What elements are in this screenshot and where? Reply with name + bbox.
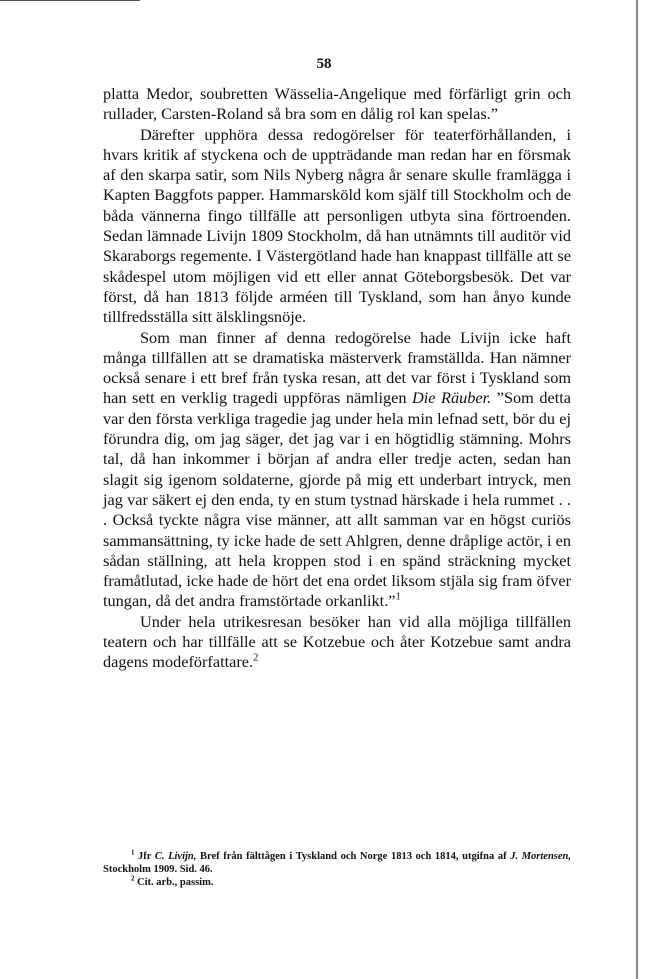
body-text bbox=[103, 84, 571, 673]
footnote-2 bbox=[103, 876, 571, 889]
paragraph-2: Därefter upphöra dessa redogörelser för teaterförhållanden, i hvars kritik af styckena och de uppträdande man redan har en försmak af den skarpa satir, som Nils Nyberg några år senare skulle framlägga i Kapten Baggfots papper. Hammarsköld kom själf till Stockholm och de båda vännerna fingo tillfälle att personligen utbyta sina förtroenden. Sedan lämnade Livijn 1809 Stockholm, då han utnämnts till auditör vid Skaraborgs regemente. I Västergötland hade han knappast tillfälle att se skådespel utom möjligen vid ett eller annat Göteborgsbesök. Det var först, då han 1813 följde arméen till Tyskland, som han ånyo kunde tillfredsställa sitt älsklingsnöje. bbox=[103, 124, 571, 327]
paragraph-4 bbox=[103, 612, 571, 673]
footnote-1-text-b: Bref från fälttågen i Tyskland och Norge 1813 och 1814, utgifna af bbox=[196, 851, 511, 862]
top-edge-rule bbox=[0, 0, 140, 1]
play-title: Die Räuber. bbox=[412, 388, 492, 408]
paragraph-3-text-a: Som man finner af denna redogörelse hade Livijn icke haft många tillfällen att se dramatiska mästerverk framställda. Han nämner också senare i ett bref från tyska resan, att det var först i Tyskland som han sett en verklig tragedi uppföras nämligen bbox=[103, 327, 571, 408]
footnote-2-mark: 2 bbox=[131, 875, 135, 883]
paragraph-1: platta Medor, soubretten Wässelia-Angelique med förfärligt grin och rullader, Carsten-Roland så bra som en dålig rol kan spelas.” bbox=[103, 84, 571, 124]
footnote-ref-2: 2 bbox=[253, 652, 259, 664]
paragraph-4-text: Under hela utrikesresan besöker han vid alla möjliga tillfällen teatern och har tillfälle att se Kotzebue och åter Kotzebue samt andra dagens modeförfattare. bbox=[103, 611, 571, 672]
footnote-1-text-c: Stockholm 1909. Sid. 46. bbox=[103, 864, 213, 875]
footnote-2-text: Cit. arb., passim. bbox=[134, 877, 214, 888]
footnotes bbox=[103, 850, 571, 889]
right-edge-rule bbox=[636, 0, 638, 979]
page-number: 58 bbox=[316, 56, 332, 72]
footnote-1 bbox=[103, 850, 571, 876]
footnote-ref-1: 1 bbox=[395, 592, 401, 603]
footnote-1-mark: 1 bbox=[131, 849, 135, 857]
paragraph-3 bbox=[103, 328, 571, 612]
footnote-1-editor: J. Mortensen, bbox=[510, 851, 572, 862]
footnote-1-text-a: Jfr bbox=[134, 851, 155, 862]
footnote-1-author: C. Livijn, bbox=[154, 851, 197, 862]
paragraph-3-text-b: ”Som detta var den första verkliga tragedie jag under hela min lefnad sett, bör du ej förundra dig, om jag säger, det jag var i en högtidlig stämning. Mohrs tal, då han inkommer i början af andra eller tredje acten, sedan han slagit sig igenom soldaterne, gjorde på mig ett underbart intryck, men jag var säkert ej den enda, ty en stum tystnad härskade i hela rummet . . . Också tyckte några vise männer, att allt samman var en högst curiös sammansättning, ty icke hade de sett Ahlgren, denne dråplige actör, i en sådan ställning, att hela kroppen stod i en spänd sträckning mycket framåtlutad, icke hade de hört det ena ordet liksom stjäla sig fram öfver tungan, då det andra framstörtade orkanlikt.” bbox=[103, 388, 571, 611]
